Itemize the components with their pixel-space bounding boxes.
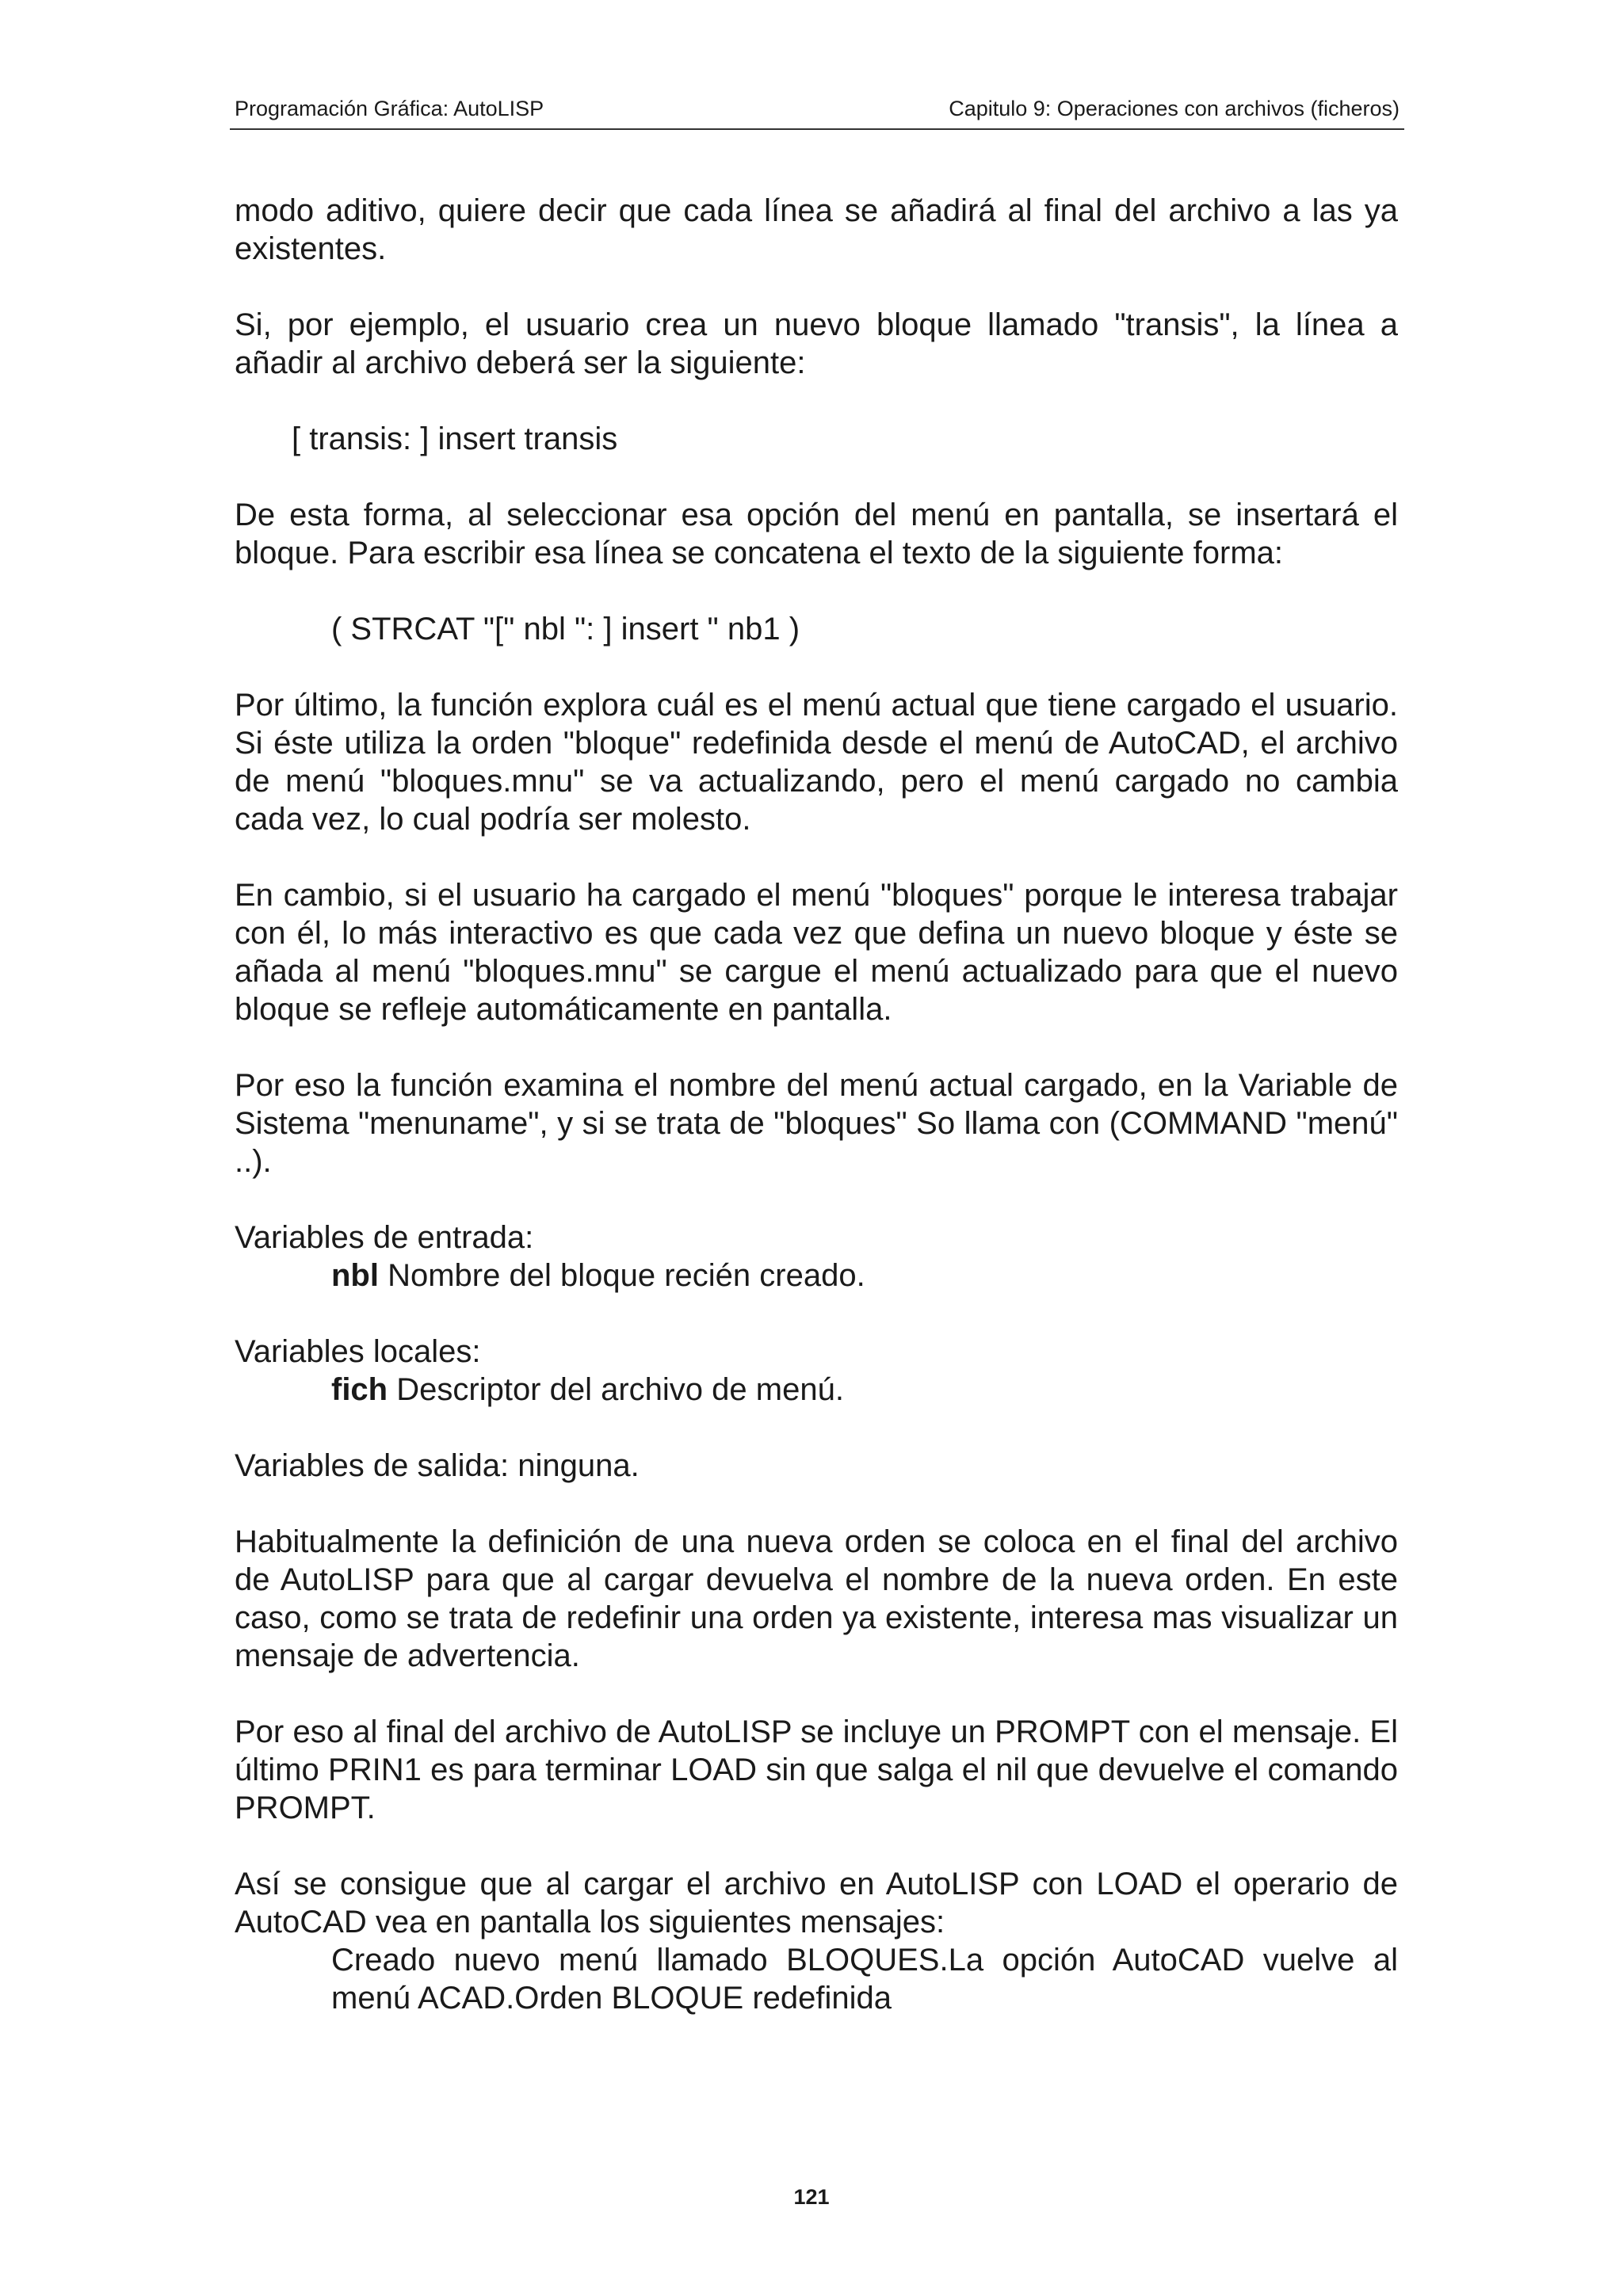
input-variable-name: nbl (331, 1258, 379, 1293)
page-number: 121 (793, 2185, 830, 2209)
input-variable-desc: Nombre del bloque recién creado. (378, 1258, 865, 1293)
paragraph-additive-mode: modo aditivo, quiere decir que cada línea se añadirá al final del archivo a las ya existentes. (235, 193, 1398, 266)
paragraph-menuname: Por eso la función examina el nombre del menú actual cargado, en la Variable de Sistema "menuname", y si se trata de "bloques" So llama con (COMMAND "menú" ..). (235, 1068, 1398, 1179)
final-section (235, 1865, 1398, 2017)
header-chapter-title: Capitulo 9: Operaciones con archivos (ficheros) (949, 97, 1400, 120)
local-variables (235, 1333, 1398, 1409)
paragraph-new-order: Habitualmente la definición de una nueva orden se coloca en el final del archivo de AutoLISP para que al cargar devuelva el nombre de la nueva orden. En este caso, como se trata de redefinir una orden ya existente, interesa mas visualizar un mensaje de advertencia. (235, 1524, 1398, 1673)
header-book-title: Programación Gráfica: AutoLISP (235, 97, 544, 120)
input-variables-label: Variables de entrada: (235, 1220, 534, 1255)
paragraph-concatenate: De esta forma, al seleccionar esa opción del menú en pantalla, se insertará el bloque. Para escribir esa línea se concatena el texto de la siguiente forma: (235, 498, 1398, 570)
input-variable-item (235, 1257, 1398, 1295)
paragraph-current-menu: Por último, la función explora cuál es el menú actual que tiene cargado el usuario. Si éste utiliza la orden "bloque" redefinida desde el menú de AutoCAD, el archivo de menú "bloques.mnu" se va actualizando, pero el menú cargado no cambia cada vez, lo cual podría ser molesto. (235, 688, 1398, 837)
page-header (230, 89, 1404, 130)
paragraph-messages-intro: Así se consigue que al cargar el archivo en AutoLISP con LOAD el operario de AutoCAD vea en pantalla los siguientes mensajes: (235, 1867, 1398, 1939)
input-variables (235, 1219, 1398, 1295)
code-line-strcat: ( STRCAT "[" nbl ": ] insert " nb1 ) (331, 612, 800, 646)
paragraph-prompt: Por eso al final del archivo de AutoLISP se incluye un PROMPT con el mensaje. El último PRIN1 es para terminar LOAD sin que salga el nil que devuelve el comando PROMPT. (235, 1714, 1398, 1825)
local-variable-item (235, 1371, 1398, 1409)
local-variable-name: fich (331, 1372, 388, 1407)
code-line-example: [ transis: ] insert transis (292, 421, 618, 456)
page-content (235, 192, 1398, 2017)
messages-text: Creado nuevo menú llamado BLOQUES.La opción AutoCAD vuelve al menú ACAD.Orden BLOQUE redefinida (331, 1943, 1398, 2016)
paragraph-loaded-menu: En cambio, si el usuario ha cargado el menú "bloques" porque le interesa trabajar con él, lo más interactivo es que cada vez que defina un nuevo bloque y éste se añada al menú "bloques.mnu" se cargue el menú actualizado para que el nuevo bloque se refleje automáticamente en pantalla. (235, 878, 1398, 1027)
paragraph-example: Si, por ejemplo, el usuario crea un nuevo bloque llamado "transis", la línea a añadir al archivo deberá ser la siguiente: (235, 307, 1398, 380)
output-variables: Variables de salida: ninguna. (235, 1448, 640, 1483)
local-variables-label: Variables locales: (235, 1334, 481, 1369)
local-variable-desc: Descriptor del archivo de menú. (388, 1372, 844, 1407)
